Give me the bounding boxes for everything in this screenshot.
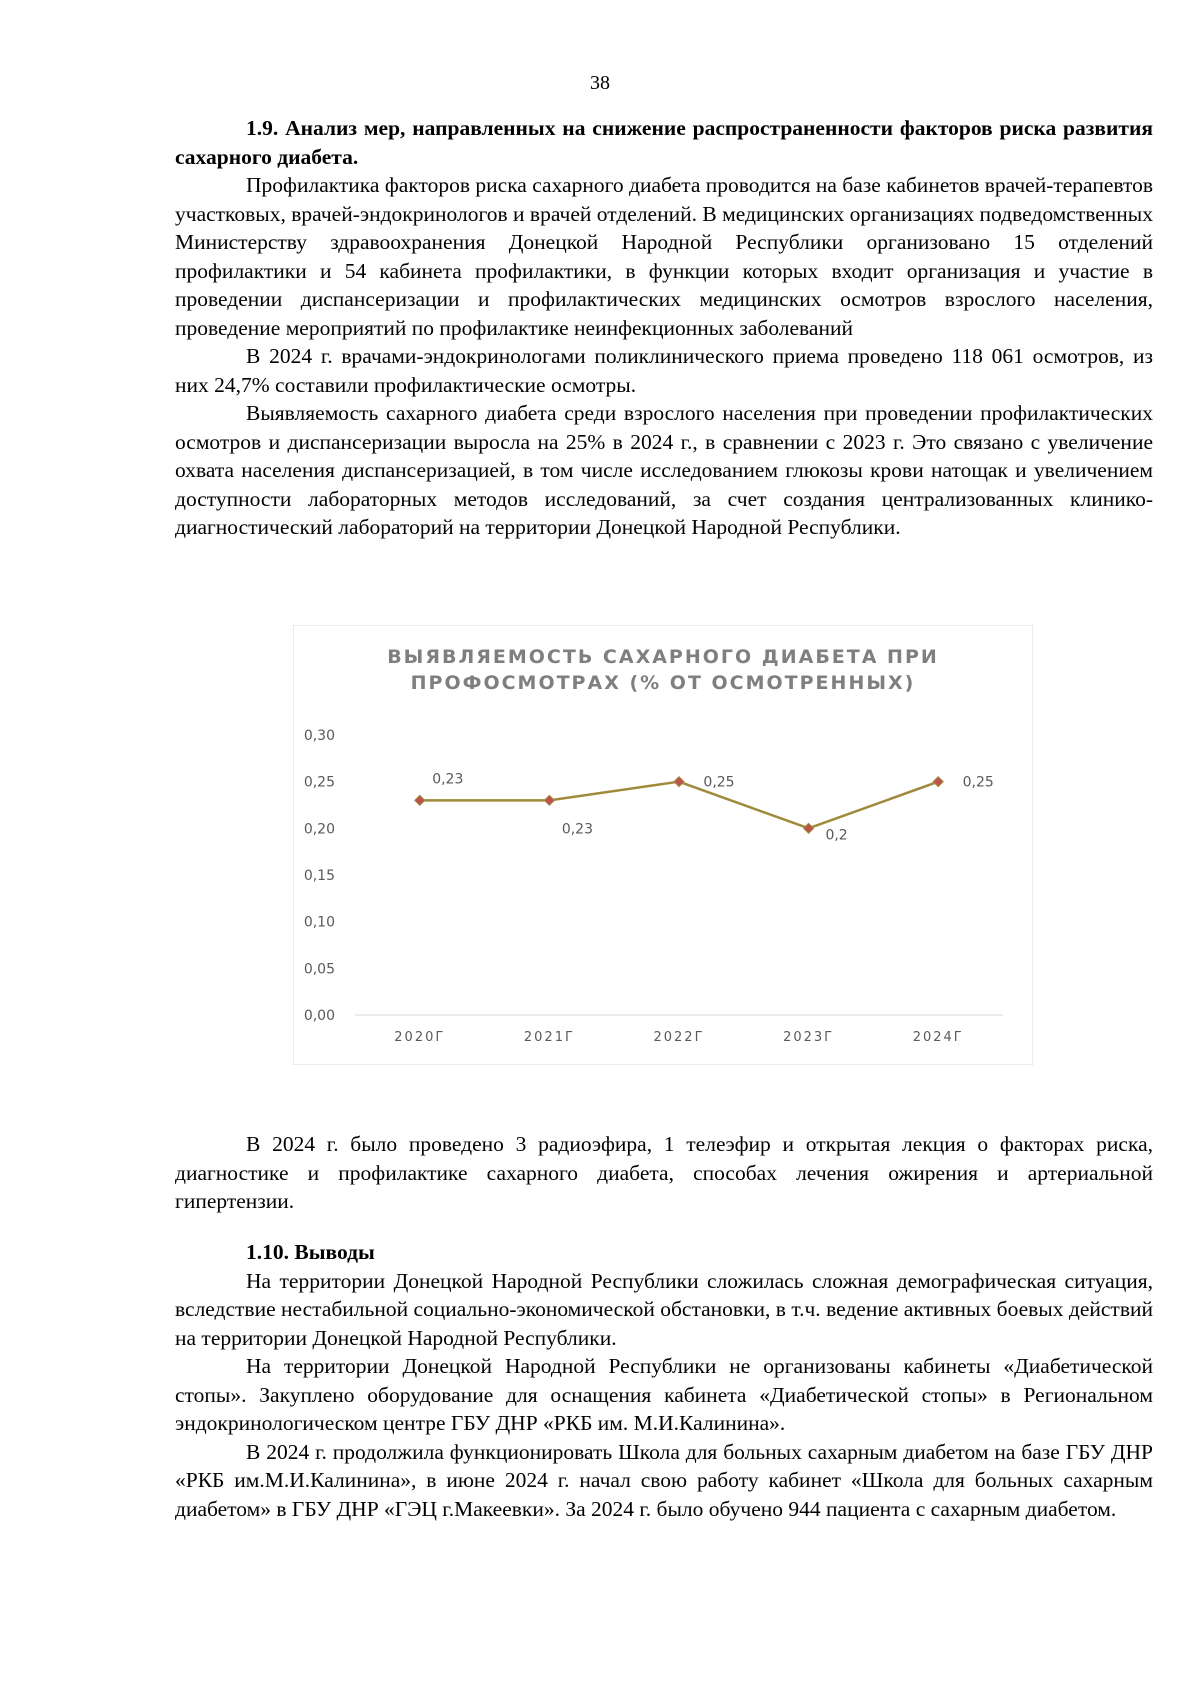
data-label: 0,25: [703, 774, 735, 791]
section-1-9: [175, 114, 1153, 542]
section-1-10: [175, 1238, 1153, 1523]
after-chart-text: [175, 1130, 1153, 1216]
y-tick-label: 0,15: [303, 868, 335, 884]
page-number: 38: [590, 72, 610, 94]
paragraph: На территории Донецкой Народной Республики сложилась сложная демографическая ситуация, вследствие нестабильной социально-экономической обстановки, в т.ч. ведение активных боевых действий на территории Донецкой Народной Республики.: [175, 1268, 1153, 1350]
paragraph: В 2024 г. продолжила функционировать Школа для больных сахарным диабетом на базе ГБУ ДНР «РКБ им.М.И.Калинина», в июне 2024 г. начал свою работу кабинет «Школа для больных сахарным диабетом» в ГБУ ДНР «ГЭЦ г.Макеевки». За 2024 г. было обучено 944 пациента с сахарным диабетом.: [175, 1439, 1153, 1521]
paragraph: В 2024 г. врачами-эндокринологами поликлинического приема проведено 118 061 осмотров, из них 24,7% составили профилактические осмотры.: [175, 344, 1153, 397]
paragraph: Выявляемость сахарного диабета среди взрослого населения при проведении профилактических осмотров и диспансеризации выросла на 25% в 2024 г., в сравнении с 2023 г. Это связано с увеличение охвата населения диспансеризацией, в том числе исследованием глюкозы крови натощак и увеличением доступности лабораторных методов исследований, за счет создания централизованных клинико-диагностический лабораторий на территории Донецкой Народной Республики.: [175, 401, 1153, 539]
x-tick-label: 2020Г: [394, 1030, 446, 1045]
y-tick-label: 0,05: [303, 961, 335, 978]
y-tick-label: 0,20: [303, 821, 335, 838]
y-tick-label: 0,00: [303, 1008, 335, 1024]
paragraph: В 2024 г. было проведено 3 радиоэфира, 1 телеэфир и открытая лекция о факторах риска, диагностике и профилактике сахарного диабета, способах лечения ожирения и артериальной гипертензии.: [175, 1132, 1153, 1213]
x-tick-label: 2021Г: [523, 1030, 575, 1045]
x-tick-label: 2022Г: [653, 1030, 705, 1045]
paragraph: Профилактика факторов риска сахарного диабета проводится на базе кабинетов врачей-терапевтов участковых, врачей-эндокринологов и врачей отделений. В медицинских организациях подведомственных Министерству здравоохранения Донецкой Народной Республики организовано 15 отделений профилактики и 54 кабинета профилактики, в функции которых входит организация и участие в проведении диспансеризации и профилактических медицинских осмотров взрослого населения, проведение мероприятий по профилактике неинфекционных заболеваний: [175, 173, 1153, 340]
data-label: 0,23: [561, 821, 593, 838]
detection-rate-chart: [293, 625, 1033, 1065]
chart-title-line-1: ВЫЯВЛЯЕМОСТЬ САХАРНОГО ДИАБЕТА ПРИ: [387, 646, 939, 668]
chart-title-line-2: ПРОФОСМОТРАХ (% ОТ ОСМОТРЕННЫХ): [410, 672, 916, 694]
paragraph: На территории Донецкой Народной Республики не организованы кабинеты «Диабетической стопы». Закуплено оборудование для оснащения кабинета «Диабетической стопы» в Региональном эндокринологическом центре ГБУ ДНР «РКБ им. М.И.Калинина».: [175, 1354, 1153, 1435]
data-label: 0,25: [962, 774, 994, 791]
data-label: 0,23: [432, 771, 464, 788]
chart-svg: [293, 625, 1033, 1065]
section-heading: 1.10. Выводы: [246, 1240, 375, 1264]
y-tick-label: 0,25: [303, 774, 335, 791]
section-heading: 1.9. Анализ мер, направленных на снижение распространенности факторов риска развития сахарного диабета.: [175, 116, 1153, 169]
data-label: 0,2: [825, 827, 848, 844]
y-tick-label: 0,10: [303, 914, 335, 931]
x-tick-label: 2024Г: [912, 1030, 964, 1045]
x-tick-label: 2023Г: [783, 1030, 835, 1045]
y-tick-label: 0,30: [303, 728, 335, 744]
